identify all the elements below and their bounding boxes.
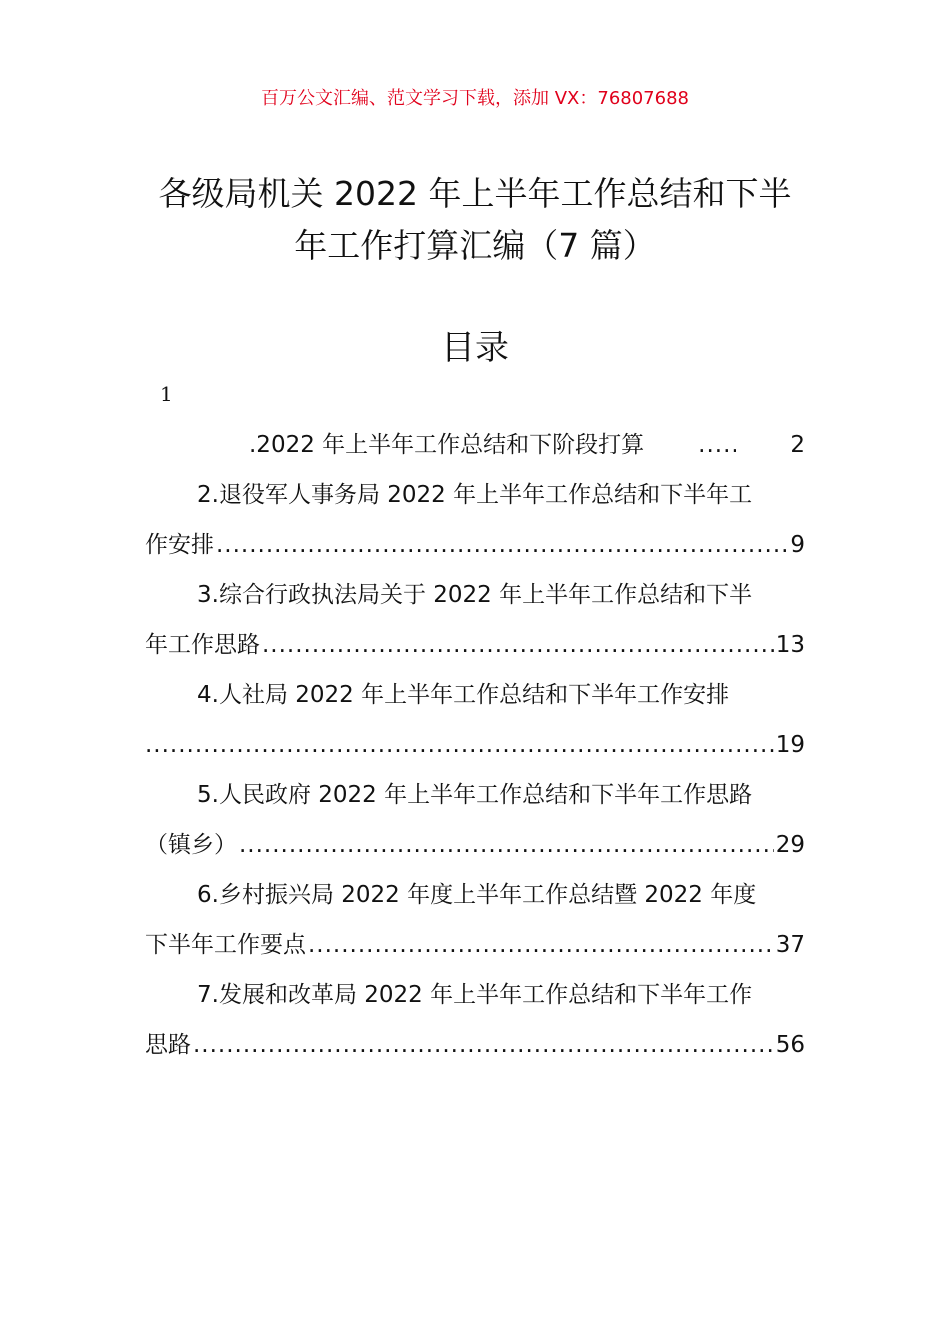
toc-entry-page: 37 [775, 932, 805, 958]
toc-entry-title-line1: 6.乡村振兴局 2022 年度上半年工作总结暨 2022 年度 [197, 882, 757, 908]
watermark-banner: 百万公文汇编、范文学习下载，添加 VX：76807688 [261, 88, 689, 109]
toc-entry-title-line2: 年工作思路 [145, 632, 260, 658]
toc-entry-title-line2: 作安排 [145, 532, 214, 558]
toc-heading: 目录 [441, 328, 509, 368]
dot-leader [308, 920, 774, 970]
toc-entry-title-line2: 下半年工作要点 [145, 932, 306, 958]
title-line-1: 各级局机关 2022 年上半年工作总结和下半 [158, 174, 792, 213]
toc-entry-page: 29 [775, 832, 805, 858]
dot-leader [145, 720, 774, 770]
toc-entry-page: 9 [790, 532, 805, 558]
dot-leader [239, 820, 774, 870]
toc-entry-title-line1: 5.人民政府 2022 年上半年工作总结和下半年工作思路 [197, 782, 753, 808]
toc-entry[interactable] [145, 420, 805, 470]
table-of-contents [145, 420, 805, 1070]
dot-leader [216, 520, 788, 570]
toc-entry-title-line1: 3.综合行政执法局关于 2022 年上半年工作总结和下半 [197, 582, 753, 608]
toc-entry[interactable] [145, 570, 805, 670]
dot-leader [193, 1020, 774, 1070]
toc-entry-title-line1: 4.人社局 2022 年上半年工作总结和下半年工作安排 [197, 682, 730, 708]
toc-entry-page: 13 [775, 632, 805, 658]
toc-entry[interactable] [145, 870, 805, 970]
dot-leader [646, 420, 736, 470]
document-title [145, 168, 805, 272]
toc-entry[interactable] [145, 770, 805, 870]
toc-entry[interactable] [145, 970, 805, 1070]
toc-entry-page: 2 [790, 432, 805, 458]
toc-entry[interactable] [145, 670, 805, 770]
page-marker: 1 [160, 382, 173, 406]
dot-leader [262, 620, 774, 670]
toc-entry-title-line2: 思路 [145, 1032, 191, 1058]
toc-entry-title-line2: （镇乡） [145, 832, 237, 858]
toc-entry-page: 19 [775, 732, 805, 758]
toc-entry-page: 56 [775, 1032, 805, 1058]
title-line-2: 年工作打算汇编（7 篇） [294, 226, 656, 265]
toc-entry-title-line1: 7.发展和改革局 2022 年上半年工作总结和下半年工作 [197, 982, 753, 1008]
toc-entry-title-line1: 2.退役军人事务局 2022 年上半年工作总结和下半年工 [197, 482, 753, 508]
toc-entry-title: .2022 年上半年工作总结和下阶段打算 [249, 432, 645, 458]
toc-entry[interactable] [145, 470, 805, 570]
